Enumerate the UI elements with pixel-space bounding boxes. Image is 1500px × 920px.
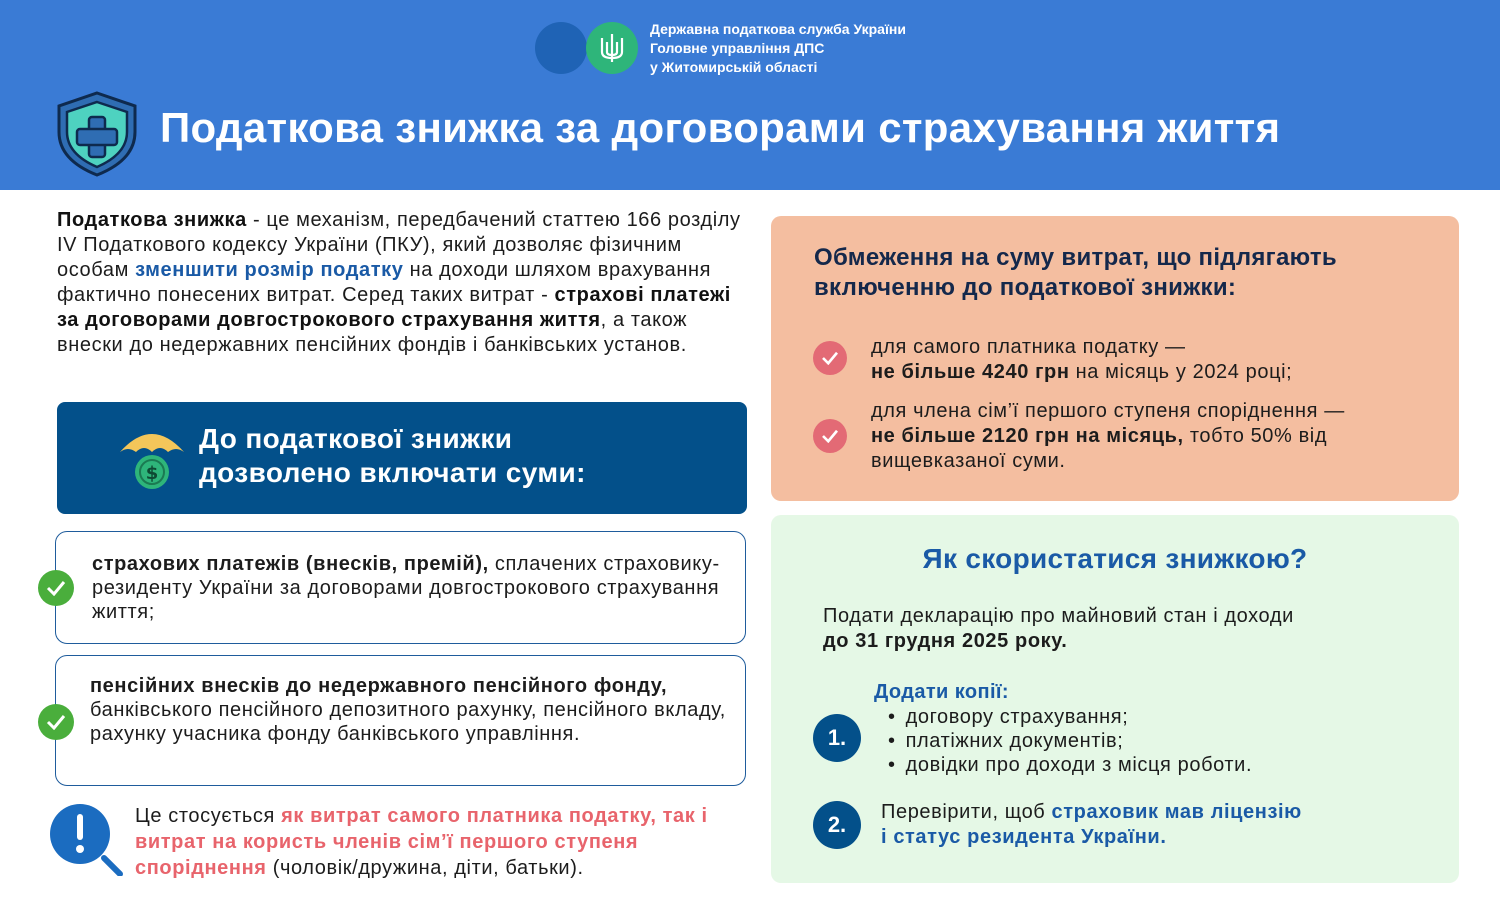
how-title: Як скористатися знижкою? [922, 543, 1308, 574]
list-item: • платіжних документів; [888, 729, 1252, 753]
allowed-title-line-1: До податкової знижки [199, 423, 513, 454]
intro-paragraph [57, 208, 747, 358]
step1-title: Додати копії: [874, 681, 1009, 703]
intro-highlight: зменшити розмір податку [135, 259, 404, 281]
check-icon [38, 570, 74, 606]
step1-list [888, 705, 1252, 777]
limit-item-rest: тобто 50% від вищевказаної суми. [871, 425, 1328, 472]
dps-logo-circle [535, 22, 587, 74]
step2-text [881, 800, 1302, 850]
allowed-item-text [90, 674, 740, 746]
trident-logo-icon [586, 22, 638, 74]
step2-prefix: Перевірити, щоб [881, 801, 1052, 823]
org-line-1: Державна податкова служба України [650, 21, 906, 37]
step2-bold-2: і статус резидента України. [881, 826, 1167, 848]
how-instruction [823, 604, 1294, 654]
intro-text-2: на доходи шляхом врахування фактично понесених витрат. Серед таких витрат - [57, 259, 712, 306]
note-suffix: (чоловік/дружина, діти, батьки). [266, 857, 584, 879]
svg-text:$: $ [145, 463, 159, 484]
org-line-2: Головне управління ДПС [650, 40, 825, 56]
step-number: 2. [813, 801, 861, 849]
allowed-title-line-2: дозволено включати суми: [199, 457, 586, 488]
allowed-item-rest: банківського пенсійного депозитного рахунку, пенсійного вкладу, рахунку учасника фонду банківського управління. [90, 699, 726, 745]
check-icon [38, 704, 74, 740]
check-icon [813, 419, 847, 453]
step2-bold-1: страховик мав ліцензію [1051, 801, 1302, 823]
limit-item-line: для члена сім’ї першого ступеня споріднення — [871, 400, 1345, 422]
how-instruction-text: Подати декларацію про майновий стан і доходи [823, 605, 1294, 627]
limit-item [871, 399, 1431, 474]
how-deadline: до 31 грудня 2025 року. [823, 630, 1068, 652]
limit-item-rest: на місяць у 2024 році; [1069, 361, 1293, 383]
org-line-3: у Житомирській області [650, 59, 818, 75]
allowed-item-rest: сплачених страховику-резиденту України за договорами довгострокового страхування життя; [92, 553, 720, 623]
umbrella-money-icon [118, 422, 186, 492]
step-number: 1. [813, 714, 861, 762]
note-highlight: як витрат самого платника податку, так і витрат на користь членів сім’ї першого ступеня споріднення [135, 805, 708, 879]
allowed-item-text [92, 552, 732, 624]
intro-text-1: - це механізм, передбачений статтею 166 розділу IV Податкового кодексу України (ПКУ), який дозволяє фізичним особам [57, 209, 741, 281]
limit-item-bold: не більше 2120 грн на місяць, [871, 425, 1184, 447]
search-info-icon [48, 802, 124, 876]
limit-item [871, 335, 1431, 385]
list-item: • довідки про доходи з місця роботи. [888, 753, 1252, 777]
limits-title-line-2: включенню до податкової знижки: [814, 274, 1237, 301]
limits-title [814, 243, 1337, 303]
limit-item-bold: не більше 4240 грн [871, 361, 1070, 383]
scope-note [135, 803, 755, 881]
limit-item-line: для самого платника податку — [871, 336, 1186, 358]
check-icon [813, 341, 847, 375]
allowed-title [199, 422, 586, 490]
intro-bold: страхові платежі за договорами довгострокового страхування життя [57, 284, 731, 331]
allowed-item-bold: пенсійних внесків до недержавного пенсійного фонду, [90, 675, 668, 697]
note-prefix: Це стосується [135, 805, 282, 827]
organization-name [650, 20, 906, 77]
limits-title-line-1: Обмеження на суму витрат, що підлягають [814, 244, 1337, 271]
shield-cross-icon [55, 90, 139, 178]
allowed-item-bold: страхових платежів (внесків, премій), [92, 553, 489, 575]
list-item: • договору страхування; [888, 705, 1252, 729]
page-title: Податкова знижка за договорами страхування життя [160, 104, 1281, 151]
intro-term: Податкова знижка [57, 209, 247, 231]
intro-text-3: , а також внески до недержавних пенсійних фондів і банківських установ. [57, 309, 688, 356]
